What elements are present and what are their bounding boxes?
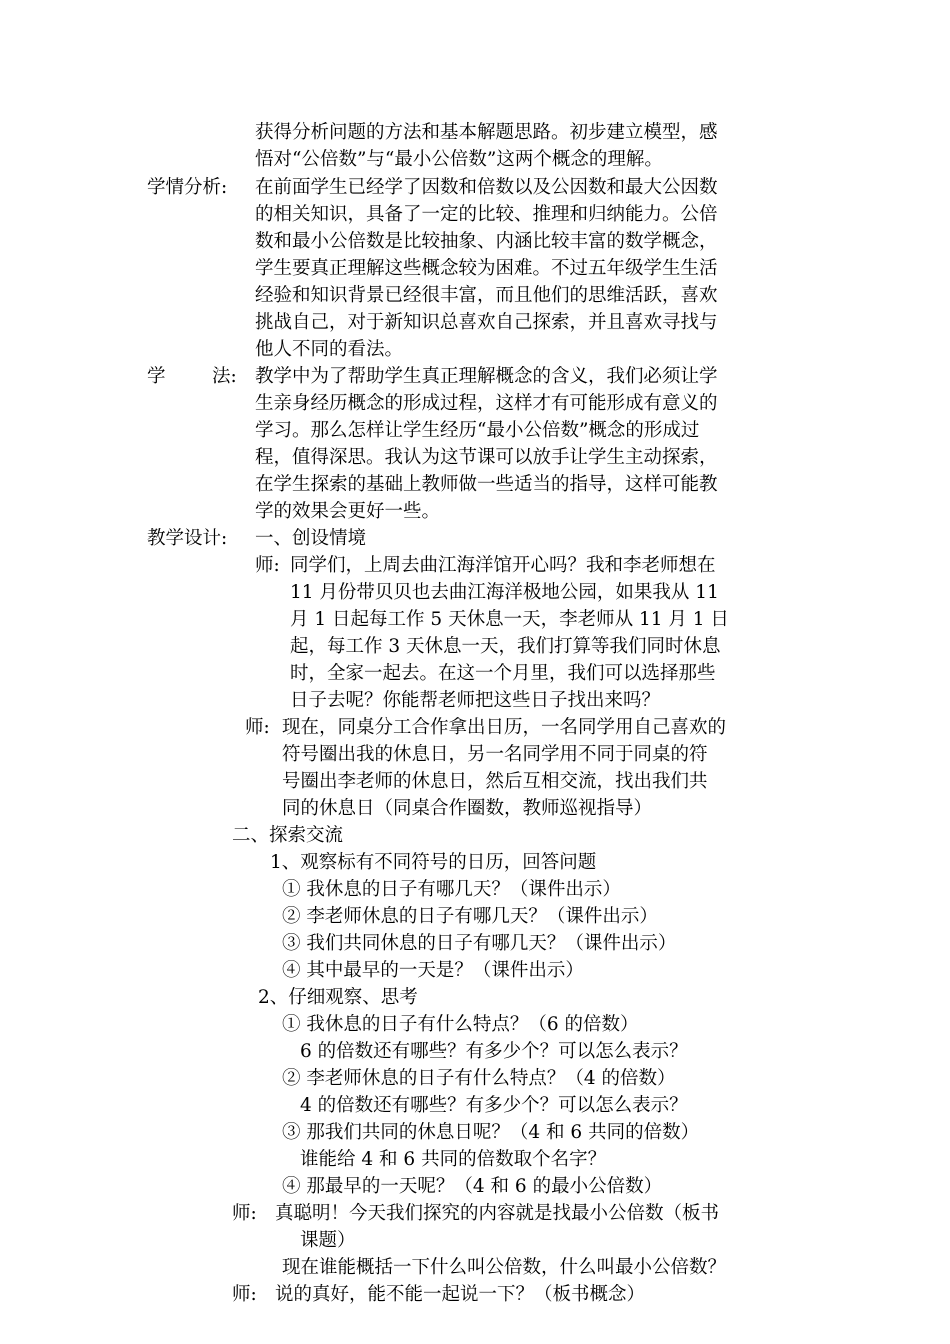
xuefa-line-1: 教学中为了帮助学生真正理解概念的含义，我们必须让学 [255, 366, 718, 387]
xueqing-line-6: 挑战自己，对于新知识总喜欢自己探索，并且喜欢寻找与 [255, 312, 718, 333]
xuefa-label-b: 法: [212, 366, 237, 387]
xuefa-label-a: 学 [147, 366, 166, 387]
intro-line-2: 悟对“公倍数”与“最小公倍数”这两个概念的理解。 [255, 149, 663, 170]
xueqing-line-7: 他人不同的看法。 [255, 339, 404, 360]
teacher3-line-1: 真聪明！今天我们探究的内容就是找最小公倍数（板书 [275, 1203, 720, 1224]
step2-item-6: 谁能给 4 和 6 共同的倍数取个名字？ [300, 1149, 607, 1170]
step2-item-2: 6 的倍数还有哪些？有多少个？可以怎么表示？ [300, 1041, 688, 1062]
teacher4-line: 说的真好，能不能一起说一下？（板书概念） [275, 1284, 646, 1305]
step1-item-4: ④ 其中最早的一天是？（课件出示） [282, 960, 584, 981]
step2-item-3: ② 李老师休息的日子有什么特点？（4 的倍数） [282, 1068, 676, 1089]
xuefa-line-2: 生亲身经历概念的形成过程，这样才有可能形成有意义的 [255, 393, 718, 414]
teacher4-speaker: 师: [232, 1284, 257, 1305]
step1-item-1: ① 我休息的日子有哪几天？（课件出示） [282, 879, 621, 900]
xuefa-line-6: 学的效果会更好一些。 [255, 501, 441, 522]
teacher1-line-1: 同学们，上周去曲江海洋馆开心吗？我和李老师想在 [290, 555, 716, 576]
teacher1-line-6: 日子去呢？你能帮老师把这些日子找出来吗？ [290, 690, 661, 711]
section1-title: 一、创设情境 [255, 528, 367, 549]
section2-title: 二、探索交流 [232, 825, 344, 846]
teacher1-line-2: 11 月份带贝贝也去曲江海洋极地公园，如果我从 11 [290, 582, 719, 603]
teacher3-speaker: 师: [232, 1203, 257, 1224]
teacher2-line-4: 同的休息日（同桌合作圈数，教师巡视指导） [282, 798, 653, 819]
teacher1-speaker: 师: [255, 555, 280, 576]
xueqing-line-5: 经验和知识背景已经很丰富，而且他们的思维活跃，喜欢 [255, 285, 718, 306]
step2-item-5: ③ 那我们共同的休息日呢？（4 和 6 共同的倍数） [282, 1122, 700, 1143]
xuefa-line-5: 在学生探索的基础上教师做一些适当的指导，这样可能教 [255, 474, 718, 495]
xueqing-line-2: 的相关知识，具备了一定的比较、推理和归纳能力。公倍 [255, 204, 718, 225]
xueqing-line-3: 数和最小公倍数是比较抽象、内涵比较丰富的数学概念， [255, 231, 718, 252]
xuefa-line-3: 学习。那么怎样让学生经历“最小公倍数”概念的形成过 [255, 420, 700, 441]
xueqing-line-1: 在前面学生已经学了因数和倍数以及公因数和最大公因数 [255, 177, 718, 198]
teacher2-line-1: 现在，同桌分工合作拿出日历，一名同学用自己喜欢的 [282, 717, 727, 738]
step2-item-4: 4 的倍数还有哪些？有多少个？可以怎么表示？ [300, 1095, 688, 1116]
teacher2-line-3: 号圈出李老师的休息日，然后互相交流，找出我们共 [282, 771, 708, 792]
teacher2-speaker: 师: [245, 717, 270, 738]
design-label: 教学设计: [147, 528, 228, 549]
step2-item-1: ① 我休息的日子有什么特点？（6 的倍数） [282, 1014, 639, 1035]
step1-item-3: ③ 我们共同休息的日子有哪几天？（课件出示） [282, 933, 677, 954]
teacher2-line-2: 符号圈出我的休息日，另一名同学用不同于同桌的符 [282, 744, 708, 765]
xuefa-line-4: 程，值得深思。我认为这节课可以放手让学生主动探索， [255, 447, 718, 468]
step2-title: 2、仔细观察、思考 [258, 987, 418, 1008]
step2-item-7: ④ 那最早的一天呢？（4 和 6 的最小公倍数） [282, 1176, 663, 1197]
teacher3-line-3: 现在谁能概括一下什么叫公倍数，什么叫最小公倍数？ [282, 1257, 727, 1278]
step1-item-2: ② 李老师休息的日子有哪几天？（课件出示） [282, 906, 658, 927]
teacher1-line-4: 起，每工作 3 天休息一天，我们打算等我们同时休息 [290, 636, 721, 657]
xueqing-line-4: 学生要真正理解这些概念较为困难。不过五年级学生生活 [255, 258, 718, 279]
teacher3-line-2: 课题） [300, 1230, 356, 1251]
teacher1-line-3: 月 1 日起每工作 5 天休息一天，李老师从 11 月 1 日 [290, 609, 729, 630]
teacher1-line-5: 时，全家一起去。在这一个月里，我们可以选择那些 [290, 663, 716, 684]
step1-title: 1、观察标有不同符号的日历，回答问题 [270, 852, 597, 873]
xueqing-label: 学情分析: [147, 177, 228, 198]
intro-line-1: 获得分析问题的方法和基本解题思路。初步建立模型，感 [255, 122, 718, 143]
